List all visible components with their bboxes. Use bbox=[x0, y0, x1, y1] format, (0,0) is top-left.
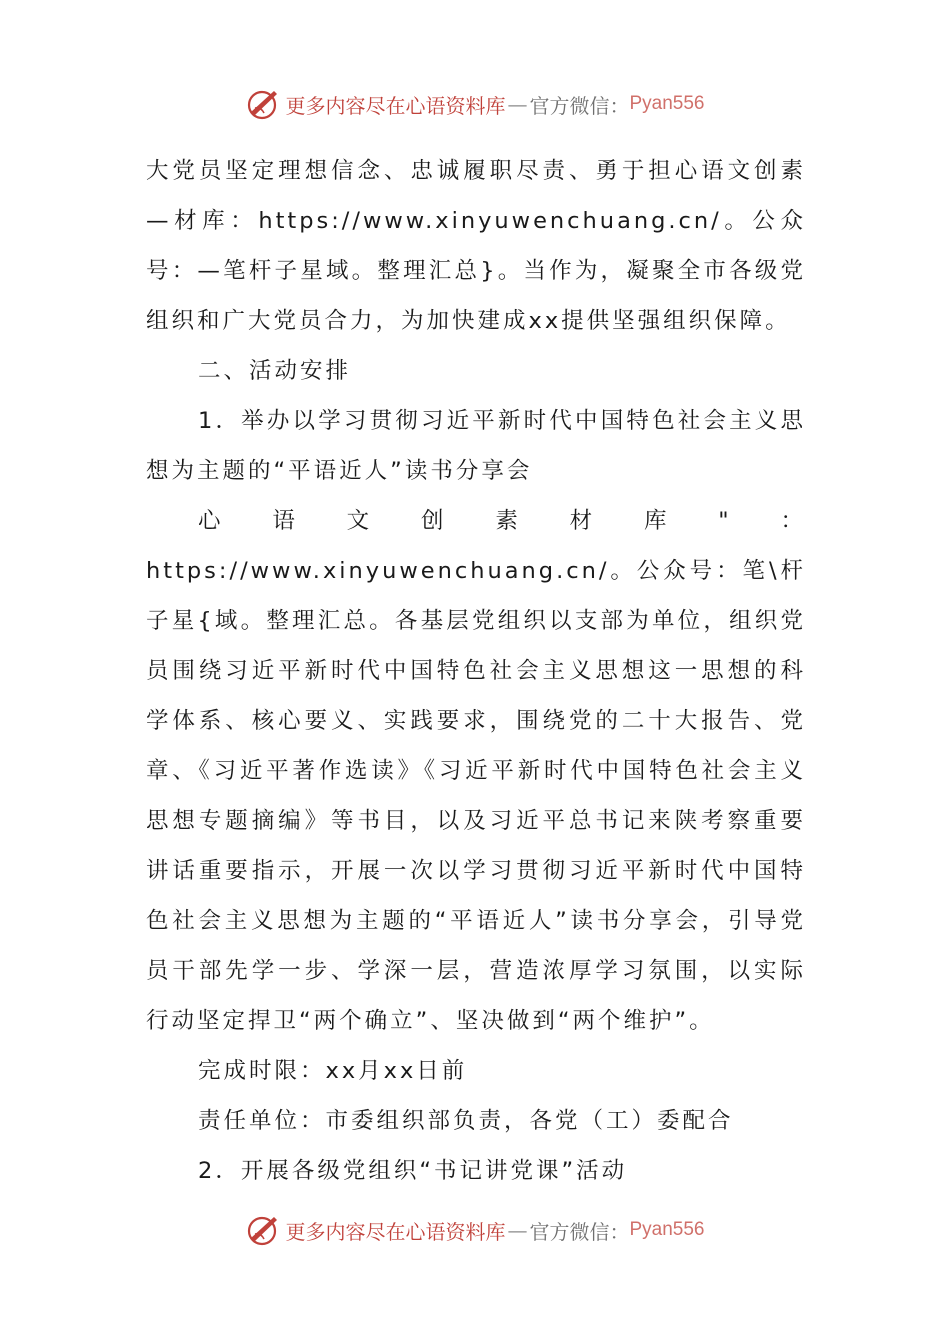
item-1-deadline: 完成时限：xx月xx日前 bbox=[198, 1058, 468, 1084]
document-body bbox=[146, 146, 806, 1196]
wechat-label: 官方微信： bbox=[529, 1219, 630, 1244]
pen-logo-icon bbox=[245, 86, 281, 122]
wechat-label: 官方微信： bbox=[529, 93, 630, 118]
wechat-id: Pyan556 bbox=[629, 1219, 705, 1240]
item-1-responsible-unit: 责任单位：市委组织部负责，各党（工）委配合 bbox=[198, 1108, 734, 1134]
banner-separator: — bbox=[507, 1218, 528, 1242]
banner-text: 更多内容尽在心语资料库 bbox=[285, 1219, 506, 1244]
item-2-title: 2．开展各级党组织“书记讲党课”活动 bbox=[198, 1158, 628, 1184]
item-1-description: 心语文创素材库"：https://www.xinyuwenchuang.cn/。公众号：笔\杆子星{域。整理汇总。各基层党组织以支部为单位，组织党员围绕习近平新时代中国特色社会主义思想这一思想的科学体系、核心要义、实践要求，围绕党的二十大报告、党章、《习近平著作选读》《习近平新时代中国特色社会主义思想专题摘编》等书目，以及习近平总书记来陕考察重要讲话重要指示，开展一次以学习贯彻习近平新时代中国特色社会主义思想为主题的“平语近人”读书分享会，引导党员干部先学一步、学深一层，营造浓厚学习氛围，以实际行动坚定捍卫“两个确立”、坚决做到“两个维护”。 bbox=[146, 508, 806, 1034]
pen-logo-icon bbox=[245, 1212, 281, 1248]
section-heading-activities: 二、活动安排 bbox=[198, 358, 352, 384]
paragraph-intro-continued: 大党员坚定理想信念、忠诚履职尽责、勇于担心语文创素—材库：https://www.xinyuwenchuang.cn/。公众号：—笔杆子星域。整理汇总}。当作为，凝聚全市各级党组织和广大党员合力，为加快建成xx提供坚强组织保障。 bbox=[146, 158, 806, 334]
banner-text: 更多内容尽在心语资料库 bbox=[285, 93, 506, 118]
footer-banner bbox=[0, 1210, 950, 1250]
wechat-id: Pyan556 bbox=[629, 93, 705, 114]
header-banner bbox=[0, 84, 950, 124]
banner-separator: — bbox=[507, 92, 528, 116]
item-1-title: 1．举办以学习贯彻习近平新时代中国特色社会主义思想为主题的“平语近人”读书分享会 bbox=[146, 408, 806, 484]
